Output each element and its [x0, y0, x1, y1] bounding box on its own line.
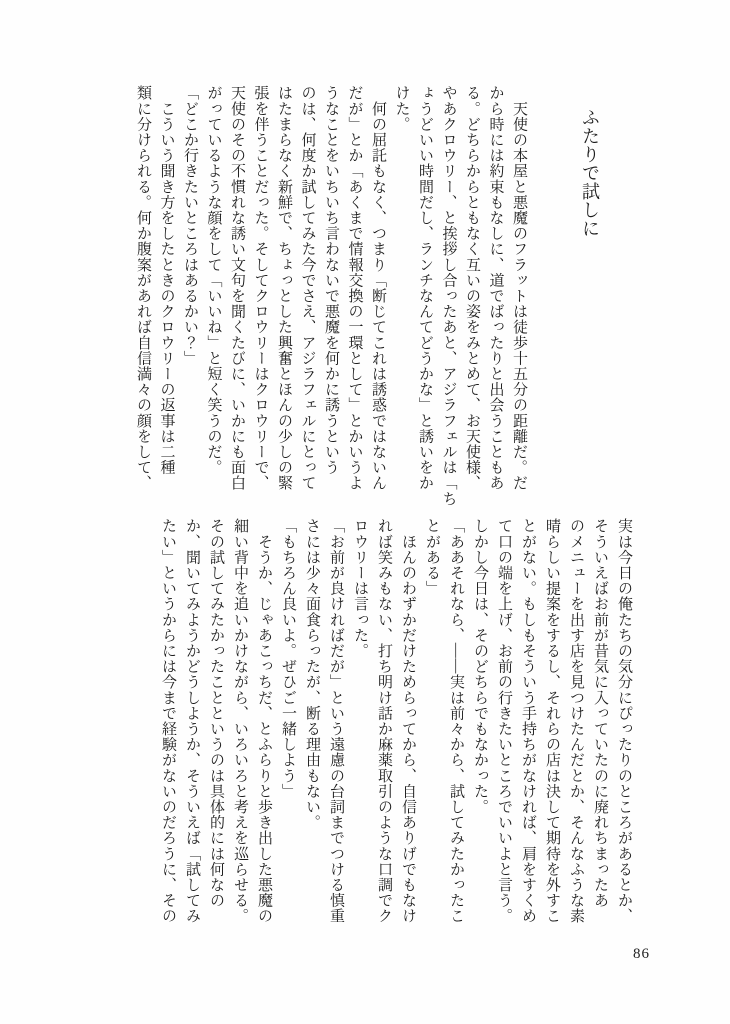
text-line: はたまらなく新鮮で、ちょっとした興奮とほんの少しの緊	[276, 85, 292, 491]
text-line: のは、何度か試してみた今でさえ、アジラフェルにとって	[299, 85, 316, 491]
text-line: けた。	[393, 85, 410, 132]
text-line: から時には約束もなしに、道でばったりと出会うこともあ	[487, 85, 504, 491]
text-line: たい」というからには今まで経験がないのだろうに、その	[160, 518, 176, 924]
text-line: しかし今日は、そのどちらでもなかった。	[472, 518, 488, 815]
text-line: その試してみたかったことというのは具体的には何なの	[208, 518, 224, 908]
text-line: る。どちらからともなく互いの姿をみとめて、お天使様、	[464, 85, 480, 491]
lower-text-block	[156, 518, 636, 930]
upper-text-block	[131, 85, 531, 507]
text-line: ロウリーは言った。	[352, 518, 368, 659]
text-line: 「どこか行きたいところはあるかい？」	[182, 85, 198, 366]
text-line: うなことをいちいち言わないで悪魔を何かに誘うという	[323, 85, 339, 475]
upper-text-band	[131, 85, 604, 507]
text-line: だが」とか「あくまで情報交換の一環として」とかいうよ	[346, 85, 363, 491]
text-line: 細い背中を追いかけながら、いろいろと考えを巡らせる。	[232, 518, 248, 924]
text-line: か、聞いてみようかどうしようか、そういえば「試してみ	[184, 518, 200, 924]
text-line: 「ああそれなら、――実は前々から、試してみたかったこ	[448, 518, 464, 924]
text-line: こういう聞き方をしたときのクロウリーの返事は二種	[158, 85, 175, 475]
text-line: 天使の本屋と悪魔のフラットは徒歩十五分の距離だ。だ	[511, 85, 527, 491]
text-line: て口の端を上げ、お前の行きたいところでいいよと言う。	[496, 518, 512, 924]
page-number: 86	[633, 946, 650, 962]
lower-text-band	[156, 518, 636, 930]
text-line: 「お前が良ければだが」という遠慮の台詞までつける慎重	[328, 518, 344, 924]
text-line: 晴らしい提案をするし、それらの店は決して期待を外すこ	[544, 518, 560, 924]
text-line: 何の屈託もなく、つまり「断じてこれは誘惑ではないん	[370, 85, 386, 491]
text-line: 「もちろん良いよ。ぜひご一緒しよう」	[280, 518, 296, 799]
chapter-title: ふたりで試しに	[580, 108, 600, 238]
text-line: さには少々面食らったが、断る理由もない。	[304, 518, 320, 830]
text-line: 実は今日の俺たちの気分にぴったりのところがあるとか、	[616, 518, 632, 924]
text-line: ょうどいい時間だし、ランチなんてどうかな」と誘いをか	[417, 85, 433, 491]
text-line: れば笑みもない、打ち明け話か麻薬取引のような口調でク	[376, 518, 392, 924]
text-line: とがある」	[424, 518, 440, 596]
text-line: ほんのわずかだけためらってから、自信ありげでもなけ	[400, 518, 416, 924]
text-line: そうか、じゃあこっちだ、とふらりと歩き出した悪魔の	[256, 518, 272, 924]
text-line: 類に分けられる。何か腹案があれば自信満々の顔をして、	[135, 85, 151, 491]
text-line: やあクロウリー、と挨拶し合ったあと、アジラフェルは「ち	[440, 85, 457, 507]
text-line: とがない。もしもそういう手持ちがなければ、肩をすくめ	[520, 518, 536, 924]
text-line: 天使のその不慣れな誘い文句を聞くたびに、いかにも面白	[229, 85, 245, 491]
text-line: そういえばお前が昔気に入っていたのに廃れちまったあ	[592, 518, 608, 908]
text-line: がっているような顔をして「いいね」と短く笑うのだ。	[205, 85, 222, 475]
text-line: 張を伴うことだった。そしてクロウリーはクロウリーで、	[252, 85, 269, 491]
text-line: のメニューを出す店を見つけたんだとか、そんなふうな素	[568, 518, 584, 924]
